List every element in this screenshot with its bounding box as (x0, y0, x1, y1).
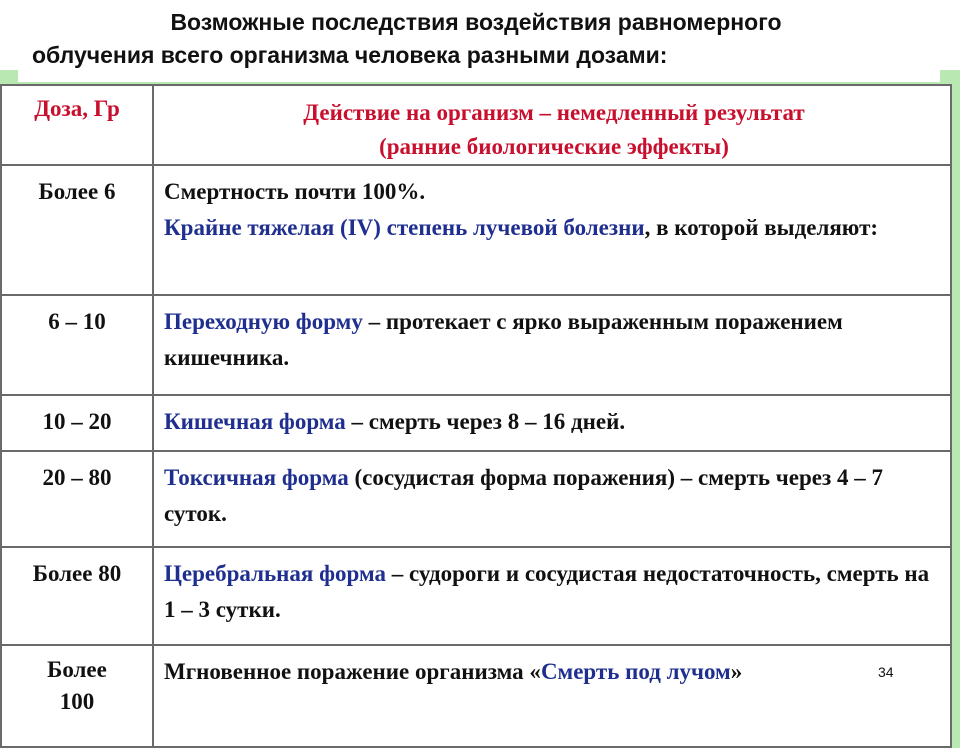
effect-highlight: Кишечная форма (164, 409, 346, 434)
dose-cell (1, 395, 153, 451)
table-row (1, 165, 951, 295)
dose-cell (1, 165, 153, 295)
header-effect (153, 85, 951, 165)
dose-effects-table (0, 84, 952, 748)
effect-cell (153, 645, 951, 747)
top-band-right-strip (938, 0, 960, 70)
top-band-left-strip (0, 0, 18, 70)
dose-value: Более 100 (47, 657, 107, 714)
effect-suffix: » (730, 659, 743, 684)
table-row (1, 645, 951, 747)
effect-line1: Смертность почти 100%. (164, 179, 426, 204)
effect-cell (153, 547, 951, 645)
effect-highlight: Токсичная форма (164, 465, 349, 490)
header-effect-line2: (ранние биологические эффекты) (379, 134, 729, 159)
slide-title-line2: облучения всего организма человека разными дозами: (32, 42, 668, 68)
effect-highlight: Крайне тяжелая (IV) степень лучевой болезни (164, 215, 645, 240)
effect-rest: – протекает с ярко выраженным поражением кишечника. (164, 309, 843, 370)
effect-cell (153, 395, 951, 451)
effect-prefix: Мгновенное поражение организма « (164, 659, 541, 684)
dose-value: Более 6 (38, 179, 116, 204)
effect-cell (153, 165, 951, 295)
effect-highlight: Смерть под лучом (540, 659, 731, 684)
effect-cell (153, 451, 951, 547)
table-row (1, 295, 951, 395)
effect-rest: – смерть через 8 – 16 дней. (345, 409, 626, 434)
dose-value: 6 – 10 (48, 309, 106, 334)
effect-rest: – судороги и сосудистая недостаточность, смерть на 1 – 3 сутки. (164, 561, 930, 622)
dose-cell (1, 295, 153, 395)
table-row (1, 395, 951, 451)
effect-highlight: Церебральная форма (164, 561, 386, 586)
dose-value: Более 80 (32, 561, 122, 586)
slide-title-line1: Возможные последствия воздействия равномерного (170, 9, 782, 35)
header-dose-label: Доза, Гр (34, 96, 120, 121)
effect-cell (153, 295, 951, 395)
effect-rest: , в которой выделяют: (644, 215, 879, 240)
table-header-row (1, 85, 951, 165)
dose-value: 20 – 80 (42, 465, 112, 490)
header-dose (1, 85, 153, 165)
effect-rest: (сосудистая форма поражения) – смерть через 4 – 7 суток. (164, 465, 883, 526)
header-effect-line1: Действие на организм – немедленный результат (303, 100, 805, 125)
table-row (1, 451, 951, 547)
dose-cell (1, 451, 153, 547)
dose-cell (1, 547, 153, 645)
slide-title (18, 0, 940, 82)
dose-value: 10 – 20 (42, 409, 112, 434)
effect-highlight: Переходную форму (164, 309, 363, 334)
page-number: 34 (878, 664, 894, 680)
table-row (1, 547, 951, 645)
dose-cell (1, 645, 153, 747)
